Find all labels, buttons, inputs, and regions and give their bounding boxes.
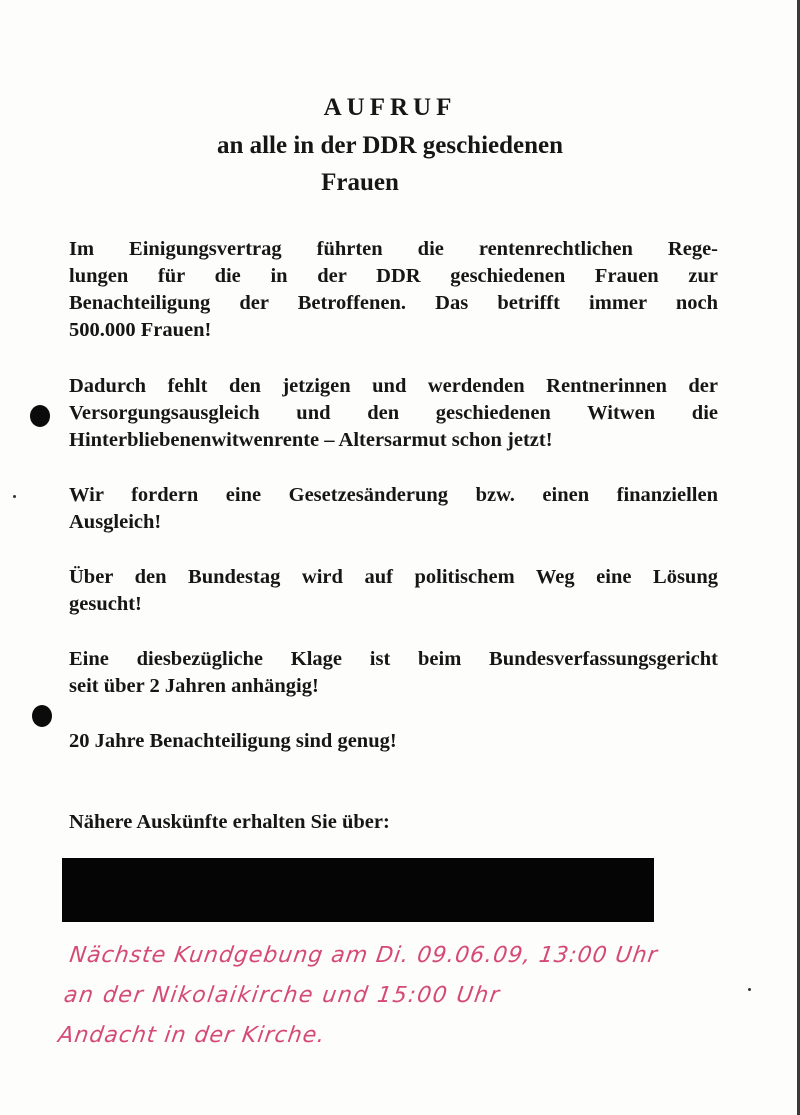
paragraph-6 xyxy=(69,728,718,755)
handwritten-line: Nächste Kundgebung am Di. 09.06.09, 13:00 Uhr xyxy=(67,943,660,968)
handwritten-note xyxy=(56,936,773,1056)
paragraph-line: Benachteiligung der Betroffenen. Das betrifft immer noch xyxy=(69,292,718,314)
paragraph-2 xyxy=(69,373,718,454)
paragraph-line: Eine diesbezügliche Klage ist beim Bundesverfassungsgericht xyxy=(69,648,718,670)
paragraph-line: Über den Bundestag wird auf politischem Weg eine Lösung xyxy=(69,566,718,588)
redacted-contact-block xyxy=(62,858,654,922)
paragraph-line: 500.000 Frauen! xyxy=(69,319,212,341)
title-aufruf: AUFRUF xyxy=(323,94,457,121)
title-subline: an alle in der DDR geschiedenen xyxy=(216,132,564,159)
paragraph-4 xyxy=(69,564,718,618)
punch-hole-top xyxy=(30,405,50,427)
paragraph-1 xyxy=(69,236,718,344)
paragraph-line: lungen für die in der DDR geschiedenen Frauen zur xyxy=(69,265,718,287)
paragraph-line: gesucht! xyxy=(69,593,142,615)
handwritten-line: Andacht in der Kirche. xyxy=(56,1023,328,1048)
paragraph-line: Im Einigungsvertrag führten die rentenrechtlichen Rege- xyxy=(69,238,718,260)
paragraph-line: 20 Jahre Benachteiligung sind genug! xyxy=(69,730,397,752)
contact-label xyxy=(69,809,718,836)
punch-hole-bottom xyxy=(32,705,52,727)
scan-speck xyxy=(13,495,16,498)
paragraph-3 xyxy=(69,482,718,536)
title-frauen: Frauen xyxy=(321,169,399,196)
paragraph-line: seit über 2 Jahren anhängig! xyxy=(69,675,319,697)
handwritten-line: an der Nikolaikirche und 15:00 Uhr xyxy=(62,983,503,1008)
contact-label-text: Nähere Auskünfte erhalten Sie über: xyxy=(69,811,390,833)
paragraph-5 xyxy=(69,646,718,700)
paragraph-line: Hinterbliebenenwitwenrente – Altersarmut schon jetzt! xyxy=(69,429,553,451)
paragraph-line: Versorgungsausgleich und den geschiedenen Witwen die xyxy=(69,402,718,424)
paragraph-line: Ausgleich! xyxy=(69,511,162,533)
paragraph-line: Wir fordern eine Gesetzesänderung bzw. einen finanziellen xyxy=(69,484,718,506)
paragraph-line: Dadurch fehlt den jetzigen und werdenden Rentnerinnen der xyxy=(69,375,718,397)
